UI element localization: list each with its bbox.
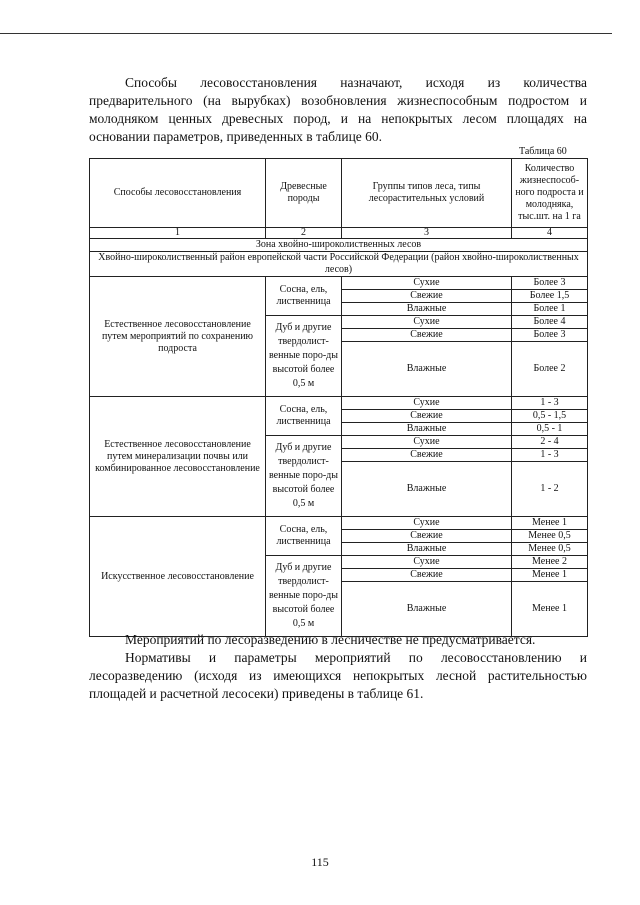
quantity-cell: Менее 0,5: [512, 543, 588, 556]
condition-cell: Сухие: [342, 556, 512, 569]
page-number: 115: [311, 855, 329, 869]
table-caption: Таблица 60: [519, 146, 567, 157]
quantity-cell: Менее 1: [512, 582, 588, 637]
header-row: [90, 159, 588, 228]
quantity-cell: 1 - 2: [512, 462, 588, 517]
condition-cell: Сухие: [342, 277, 512, 290]
col-number: 1: [90, 228, 266, 239]
condition-cell: Влажные: [342, 423, 512, 436]
quantity-cell: Более 3: [512, 277, 588, 290]
quantity-cell: Более 1: [512, 303, 588, 316]
condition-cell: Влажные: [342, 342, 512, 397]
condition-cell: Свежие: [342, 530, 512, 543]
species-cell: Сосна, ель, лиственница: [266, 397, 342, 436]
region-title: Хвойно-широколиственный район европейской части Российской Федерации (район хвойно-широколиственных лесов): [90, 252, 588, 277]
condition-cell: Влажные: [342, 543, 512, 556]
condition-cell: Свежие: [342, 410, 512, 423]
outro-paragraph: Нормативы и параметры мероприятий по лесовосстановлению и лесоразведению (исходя из имеющихся непокрытых лесной растительностью площадей и расчетной лесосеки) приведены в таблице 61.: [89, 650, 587, 701]
quantity-cell: Более 3: [512, 329, 588, 342]
method-cell: Искусственное лесовосстановление: [90, 517, 266, 637]
quantity-cell: Более 2: [512, 342, 588, 397]
quantity-cell: Более 1,5: [512, 290, 588, 303]
condition-cell: Свежие: [342, 449, 512, 462]
quantity-cell: 0,5 - 1,5: [512, 410, 588, 423]
quantity-cell: Менее 2: [512, 556, 588, 569]
header-species: Древесные породы: [266, 159, 342, 228]
column-number-row: [90, 228, 588, 239]
species-cell: Сосна, ель, лиственница: [266, 517, 342, 556]
region-row: [90, 252, 588, 277]
zone-title: Зона хвойно-широколиственных лесов: [90, 239, 588, 252]
table-row: [90, 517, 588, 530]
outro-paragraphs: [89, 631, 587, 703]
col-number: 3: [342, 228, 512, 239]
condition-cell: Влажные: [342, 582, 512, 637]
quantity-cell: 2 - 4: [512, 436, 588, 449]
species-cell: Сосна, ель, лиственница: [266, 277, 342, 316]
condition-cell: Свежие: [342, 569, 512, 582]
condition-cell: Сухие: [342, 436, 512, 449]
method-cell: Естественное лесовосстановление путем мероприятий по сохранению подроста: [90, 277, 266, 397]
header-forest-type: Группы типов леса, типы лесорастительных условий: [342, 159, 512, 228]
method-cell: Естественное лесовосстановление путем минерализации почвы или комбинированное лесовосстановление: [90, 397, 266, 517]
condition-cell: Свежие: [342, 329, 512, 342]
quantity-cell: 1 - 3: [512, 397, 588, 410]
condition-cell: Влажные: [342, 462, 512, 517]
species-cell: Дуб и другие твердолист-венные поро-ды высотой более 0,5 м: [266, 436, 342, 517]
table-row: [90, 277, 588, 290]
col-number: 4: [512, 228, 588, 239]
top-rule: [0, 33, 612, 34]
zone-row: [90, 239, 588, 252]
quantity-cell: Менее 1: [512, 517, 588, 530]
quantity-cell: Более 4: [512, 316, 588, 329]
species-cell: Дуб и другие твердолист-венные поро-ды высотой более 0,5 м: [266, 316, 342, 397]
condition-cell: Сухие: [342, 397, 512, 410]
outro-paragraph: Мероприятий по лесоразведению в лесничестве не предусматривается.: [125, 632, 536, 647]
header-method: Способы лесовосстановления: [90, 159, 266, 228]
table-row: [90, 397, 588, 410]
condition-cell: Влажные: [342, 303, 512, 316]
quantity-cell: 0,5 - 1: [512, 423, 588, 436]
condition-cell: Свежие: [342, 290, 512, 303]
quantity-cell: Менее 0,5: [512, 530, 588, 543]
condition-cell: Сухие: [342, 517, 512, 530]
species-cell: Дуб и другие твердолист-венные поро-ды высотой более 0,5 м: [266, 556, 342, 637]
table-60: [89, 158, 588, 637]
quantity-cell: 1 - 3: [512, 449, 588, 462]
header-quantity: Количество жизнеспособ-ного подроста и молодняка, тыс.шт. на 1 га: [512, 159, 588, 228]
intro-paragraph: Способы лесовосстановления назначают, исходя из количества предварительного (на вырубках) возобновления жизнеспособным подростом и молодняком ценных древесных пород, и на непокрытых лесом площадях на основании параметров, приведенных в таблице 60.: [89, 75, 587, 144]
quantity-cell: Менее 1: [512, 569, 588, 582]
condition-cell: Сухие: [342, 316, 512, 329]
col-number: 2: [266, 228, 342, 239]
